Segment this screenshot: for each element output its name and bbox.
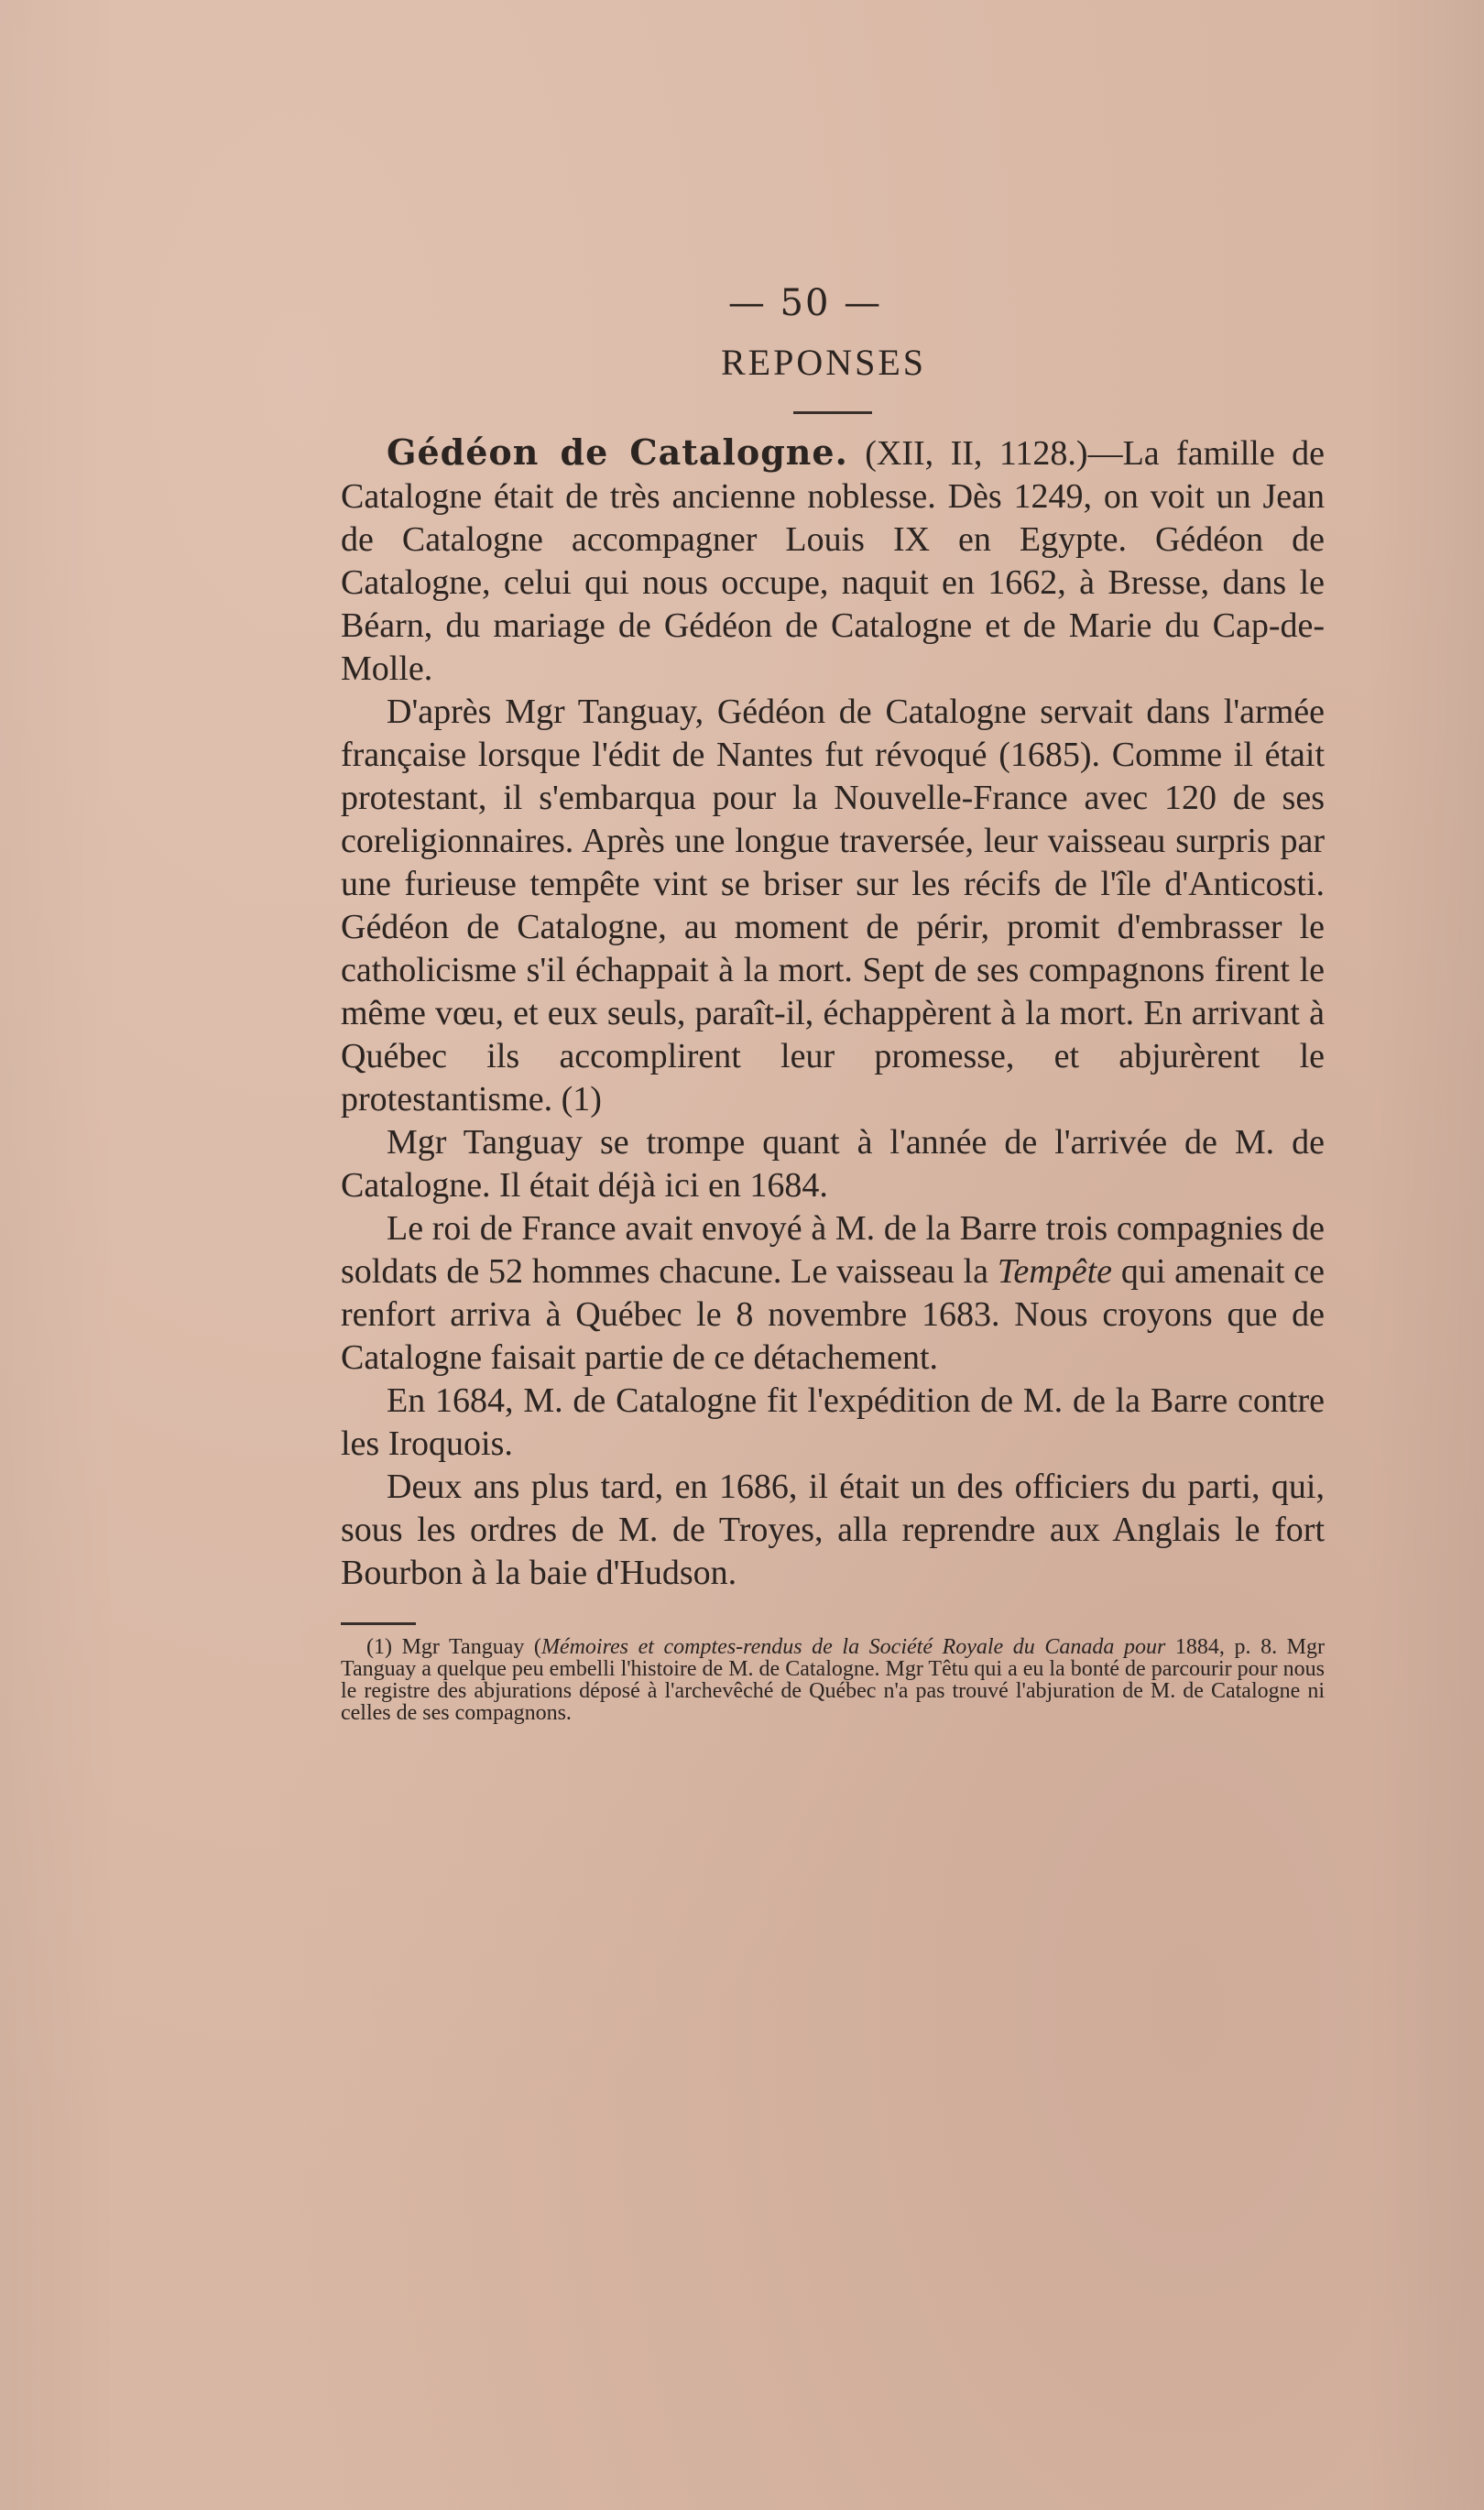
footnote-divider (341, 1622, 416, 1625)
article-paragraph-1 (341, 431, 1325, 691)
paragraph-text: La famille de Catalogne était de très ancienne noblesse. Dès 1249, on voit un Jean de Catalogne accompagner Louis IX en Egypte. Gédéon de Catalogne, celui qui nous occupe, naquit en 1662, à Bresse, dans le Béarn, du mariage de Gédéon de Catalogne et de Marie du Cap-de-Molle. (341, 434, 1326, 688)
article-body (341, 431, 1325, 1595)
paragraph-text: qui amenait ce renfort arriva à Québec le 8 novembre 1683. Nous croyons que de Catalogne faisait partie de ce détachement. (341, 1252, 1325, 1377)
article-paragraph-6: Deux ans plus tard, en 1686, il était un des officiers du parti, qui, sous les ordres de M. de Troyes, alla reprendre aux Anglais le fort Bourbon à la baie d'Hudson. (341, 1468, 1325, 1592)
heading-divider (793, 411, 872, 414)
footnote-source-title: Mémoires et comptes-rendus de la Société Royale du Canada pour (540, 1635, 1166, 1659)
entry-title: Gédéon de Catalogne. (387, 431, 848, 473)
footnote-lead: (1) Mgr Tanguay ( (366, 1635, 541, 1659)
footnote-text (341, 1636, 1325, 1724)
article-paragraph-3: Mgr Tanguay se trompe quant à l'année de l'arrivée de M. de Catalogne. Il était déjà ici en 1684. (341, 1123, 1325, 1205)
article-paragraph-4 (341, 1207, 1325, 1380)
footnote-rest: 1884, p. 8. Mgr Tanguay a quelque peu embelli l'histoire de M. de Catalogne. Mgr Têtu qui a eu la bonté de parcourir pour nous le registre des abjurations déposé à l'archevêché de Québec n'a pas trouvé l'abjuration de M. de Catalogne ni celles de ses compagnons. (341, 1635, 1325, 1725)
paragraph-text: Le roi de France avait envoyé à M. de la Barre trois compagnies de soldats de 52 hommes chacune. Le vaisseau la (341, 1209, 1325, 1291)
entry-reference: (XII, II, 1128.)— (847, 434, 1123, 473)
article-paragraph-2: D'après Mgr Tanguay, Gédéon de Catalogne servait dans l'armée française lorsque l'édit de Nantes fut révoqué (1685). Comme il était protestant, il s'embarqua pour la Nouvelle-France avec 120 de ses coreligionnaires. Après une longue traversée, leur vaisseau surpris par une furieuse tempête vint se briser sur les récifs de l'île d'Anticosti. Gédéon de Catalogne, au moment de périr, promit d'embrasser le catholicisme s'il échappait à la mort. Sept de ses compagnons firent le même vœu, et eux seuls, paraît-il, échappèrent à la mort. En arrivant à Québec ils accomplirent leur promesse, et abjurèrent le protestantisme. (1) (341, 693, 1325, 1119)
section-heading: REPONSES (720, 342, 927, 383)
document-page (341, 282, 1325, 1724)
ship-name: Tempête (997, 1252, 1113, 1291)
article-paragraph-5: En 1684, M. de Catalogne fit l'expédition de M. de la Barre contre les Iroquois. (341, 1381, 1325, 1463)
page-number: — 50 — (727, 282, 883, 324)
footnote (341, 1636, 1325, 1724)
